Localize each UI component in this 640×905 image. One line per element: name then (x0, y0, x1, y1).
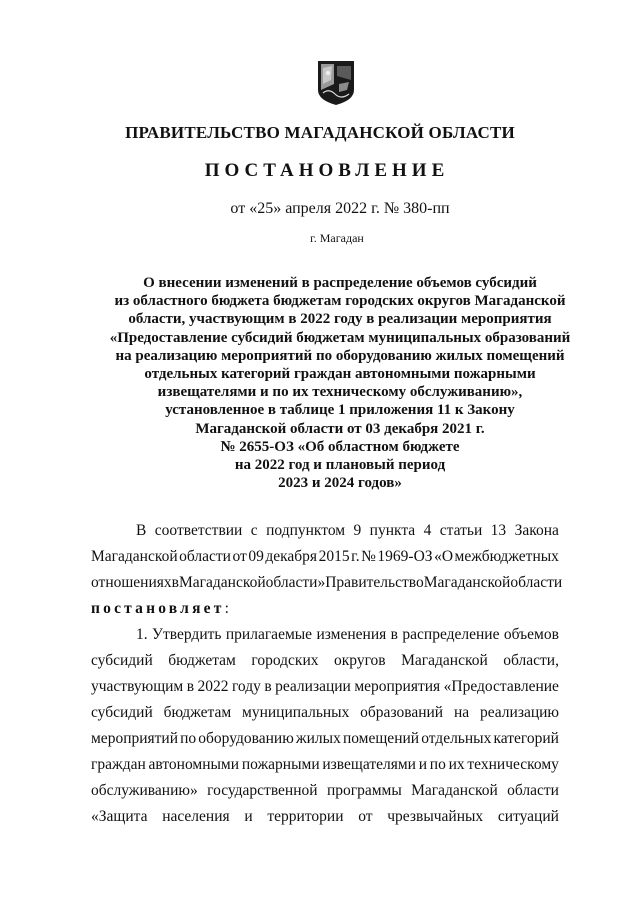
body-word: В (136, 522, 147, 539)
body-word: извещателями (322, 756, 416, 773)
body-word: 1. (136, 626, 148, 643)
body-word: субсидий (91, 652, 153, 669)
body-word: Магаданской (91, 548, 178, 565)
body-word: образований (360, 704, 444, 721)
body-word: Магаданской (178, 574, 266, 591)
body-word: техническому (467, 756, 559, 773)
body-word: ситуаций (497, 808, 559, 825)
body-word: прилагаемые (225, 626, 313, 643)
body-line (91, 700, 559, 726)
body-word: обслуживанию» (91, 782, 198, 799)
body-word: округов (334, 652, 386, 669)
title-line: отдельных категорий граждан автономными пожарными (144, 366, 536, 383)
body-word: области, (503, 652, 559, 669)
body-word: 9 (353, 522, 362, 539)
body-word: жилых (295, 730, 341, 747)
body-line (91, 622, 559, 648)
body-word: в (171, 574, 179, 591)
body-word: реализацию (479, 704, 559, 721)
body-word: мероприятий (91, 730, 179, 747)
body-word: межбюджетных (454, 548, 559, 565)
body-word: в (186, 678, 195, 695)
body-word: реализации (275, 678, 351, 695)
body-line (91, 544, 559, 570)
title-line: № 2655-ОЗ «Об областном бюджете (220, 438, 460, 455)
body-word: 1969-ОЗ (377, 548, 433, 565)
body-word: участвующим (91, 678, 184, 695)
body-word: программы (326, 782, 402, 799)
body-word: Магаданской (411, 782, 498, 799)
title-line: области, участвующим в 2022 году в реализации мероприятия (128, 311, 552, 328)
body-word: населения (162, 808, 230, 825)
body-word: автономными (148, 756, 240, 773)
title-line: извещателями и по их техническому обслуживанию», (157, 384, 523, 401)
body-word: с (250, 522, 258, 539)
body-word: по (429, 756, 446, 773)
body-word: муниципальных (242, 704, 350, 721)
title-line: 2023 и 2024 годов» (278, 475, 402, 492)
body-word: : (224, 600, 229, 617)
document-type: ПОСТАНОВЛЕНИЕ (204, 160, 450, 181)
body-word: бюджетам (163, 704, 232, 721)
body-word: «О (434, 548, 454, 565)
body-word: и (244, 808, 253, 825)
body-word: отдельных (421, 730, 492, 747)
title-line: из областного бюджета бюджетам городских округов Магаданской (114, 293, 566, 310)
body-word: области (510, 574, 563, 591)
body-word: 2022 (197, 678, 229, 695)
body-word: объемов (503, 626, 559, 643)
body-line (91, 778, 559, 804)
body-word: государственной (207, 782, 318, 799)
body-word: «Предоставление (443, 678, 559, 695)
body-word: постановляет (91, 600, 225, 617)
body-word: подпунктом (266, 522, 346, 539)
decree-date-number: от «25» апреля 2022 г. № 380-пп (230, 200, 450, 217)
body-word: распределение (402, 626, 500, 643)
body-line (91, 752, 559, 778)
body-word: от (358, 808, 373, 825)
body-word: чрезвычайных (387, 808, 484, 825)
body-word: Магаданской (401, 652, 488, 669)
body-word: области (507, 782, 559, 799)
body-line (91, 596, 559, 622)
body-word: пункта (369, 522, 416, 539)
body-word: декабря (265, 548, 318, 565)
body-word: бюджетам (168, 652, 236, 669)
title-line: «Предоставление субсидий бюджетам муниципальных образований (109, 329, 571, 346)
body-line (91, 570, 563, 596)
city-name: г. Магадан (310, 231, 364, 245)
body-word: по (180, 730, 197, 747)
body-word: оборудованию (198, 730, 294, 747)
body-word: граждан (91, 756, 146, 773)
body-word: Магаданской (423, 574, 511, 591)
body-line (91, 518, 559, 544)
body-word: 13 (490, 522, 507, 539)
body-line (91, 674, 559, 700)
body-word: категорий (493, 730, 559, 747)
body-word: их (448, 756, 465, 773)
body-word: изменения (316, 626, 387, 643)
body-word: статьи (439, 522, 483, 539)
body-word: субсидий (91, 704, 153, 721)
body-word: мероприятия (354, 678, 441, 695)
authority-name: ПРАВИТЕЛЬСТВО МАГАДАНСКОЙ ОБЛАСТИ (125, 123, 515, 142)
body-word: году (231, 678, 261, 695)
body-word: на (453, 704, 470, 721)
body-word: 4 (423, 522, 432, 539)
body-word: в (390, 626, 398, 643)
body-word: территории (267, 808, 344, 825)
body-word: и (418, 756, 428, 773)
body-word: 2015 (318, 548, 350, 565)
title-line: на 2022 год и плановый период (234, 457, 446, 474)
body-line (91, 804, 559, 830)
body-word: № (361, 548, 376, 565)
body-word: отношениях (91, 574, 172, 591)
title-line: Магаданской области от 03 декабря 2021 г. (195, 420, 485, 437)
body-word: «Защита (91, 808, 148, 825)
coat-of-arms-emblem (317, 60, 355, 106)
body-line (91, 648, 559, 674)
decree-title (100, 274, 580, 492)
title-line: О внесении изменений в распределение объемов субсидий (143, 275, 537, 291)
body-word: области (179, 548, 231, 565)
body-word: городских (251, 652, 319, 669)
title-line: на реализацию мероприятий по оборудованию жилых помещений (115, 347, 565, 364)
body-word: г. (351, 548, 360, 565)
body-word: области» (265, 574, 326, 591)
body-word: пожарными (241, 756, 320, 773)
body-word: 09 (248, 548, 264, 565)
body-word: Правительство (325, 574, 424, 591)
body-word: помещений (342, 730, 420, 747)
body-word: в (264, 678, 272, 695)
title-line: установленное в таблице 1 приложения 11 к Закону (165, 402, 515, 419)
body-word: Утвердить (152, 626, 222, 643)
body-word: соответствии (154, 522, 243, 539)
body-word: Закона (514, 522, 559, 539)
body-word: от (232, 548, 247, 565)
body-line (91, 726, 559, 752)
decree-body (91, 518, 563, 830)
